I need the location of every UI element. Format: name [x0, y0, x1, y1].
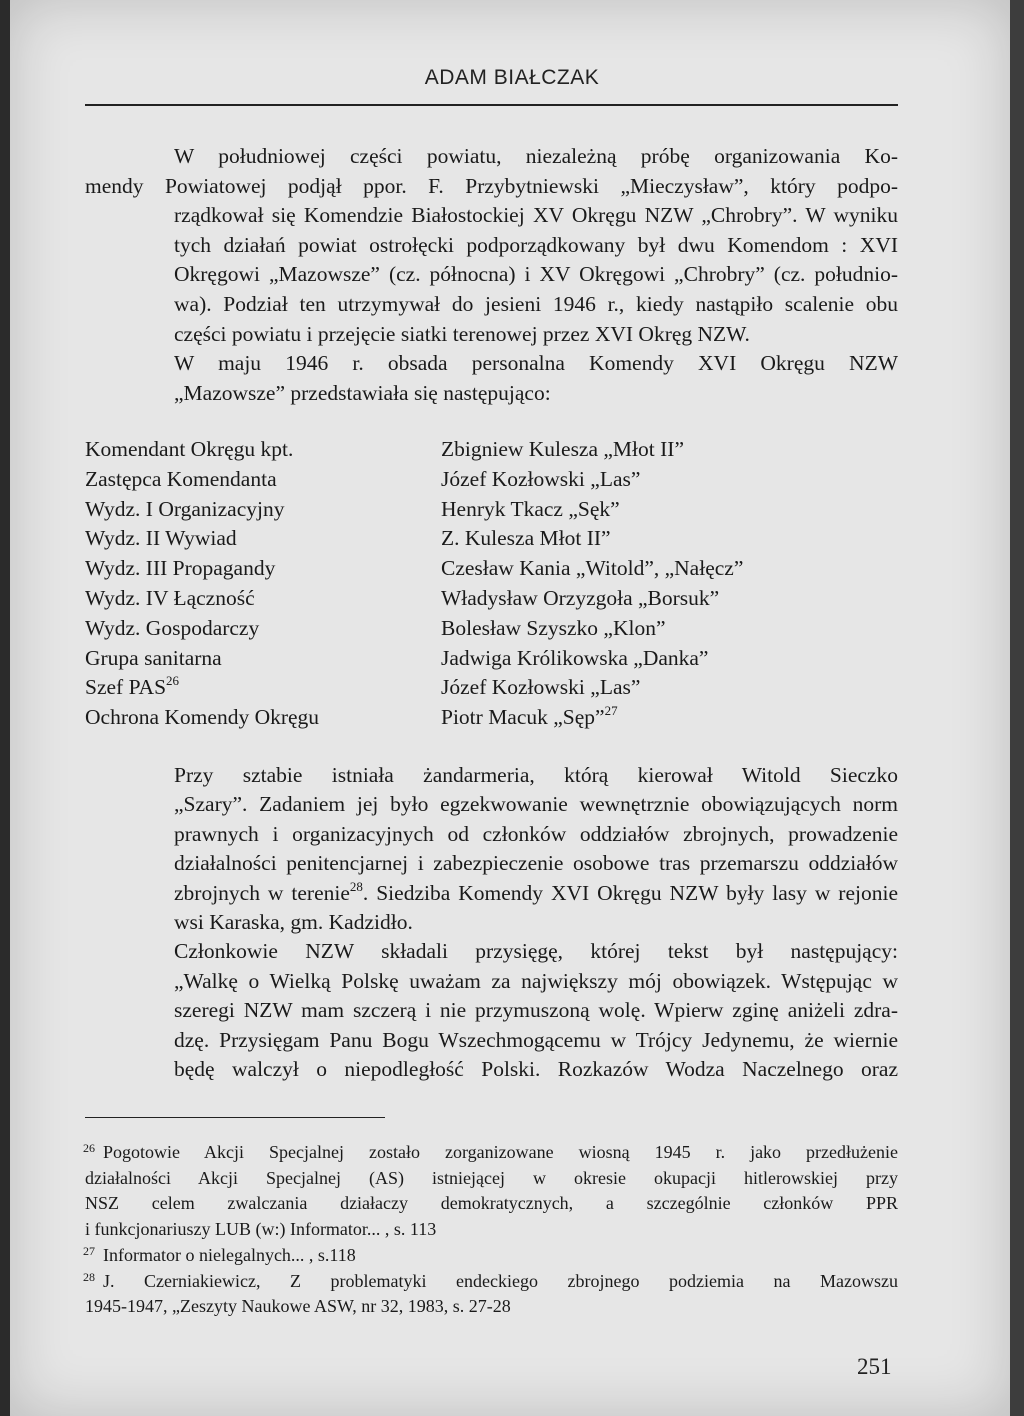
staff-row	[85, 554, 898, 584]
footnote-line: Pogotowie Akcji Specjalnej zostało zorganizowane wiosną 1945 r. jako przedłużenie	[103, 1142, 898, 1162]
staff-name: Henryk Tkacz „Sęk”	[441, 496, 620, 521]
staff-name: Bolesław Szyszko „Klon”	[441, 615, 666, 640]
footnote-line: działalności Akcji Specjalnej (AS) istniejącej w okresie okupacji hitlerowskiej przy	[85, 1167, 898, 1188]
footnote-line: Informator o nielegalnych... , s.118	[103, 1244, 356, 1265]
footnote-number: 26	[83, 1141, 95, 1155]
text-line	[85, 879, 898, 908]
footnote-line: J. Czerniakiewicz, Z problematyki endeckiego zbrojnego podziemia na Mazowszu	[103, 1270, 898, 1291]
staff-name: Zbigniew Kulesza „Młot II”	[441, 437, 684, 461]
staff-name: Jadwiga Królikowska „Danka”	[441, 645, 709, 670]
running-header: ADAM BIAŁCZAK	[424, 66, 600, 89]
staff-role-text: Szef PAS	[85, 675, 167, 700]
staff-row	[85, 435, 898, 465]
staff-role: Wydz. III Propagandy	[85, 556, 276, 581]
text-line: tych działań powiat ostrołęcki podporządkowany był dwu Komendom : XVI	[174, 232, 898, 257]
staff-row	[85, 524, 898, 554]
staff-name: Czesław Kania „Witold”, „Nałęcz”	[441, 556, 744, 581]
staff-role: Wydz. Gospodarczy	[85, 615, 260, 640]
body-text-top	[85, 142, 898, 408]
text-line: działalności penitencjarnej i zabezpieczenie osobowe tras przemarszu oddziałów	[174, 851, 898, 876]
staff-role: Ochrona Komendy Okręgu	[85, 705, 320, 730]
footnote-ref: 27	[604, 703, 618, 719]
footnote-line: NSZ celem zwalczania działaczy demokratycznych, a szczególnie członków PPR	[85, 1193, 898, 1214]
footnote-26	[85, 1140, 898, 1243]
footnote-ref: 28	[349, 878, 363, 894]
staff-row	[85, 465, 898, 495]
footnotes	[85, 1140, 898, 1320]
header-rule	[85, 104, 898, 106]
text-line: W południowej części powiatu, niezależną próbę organizowania Ko-	[174, 144, 898, 168]
staff-role: Wydz. IV Łączność	[85, 585, 255, 610]
footnote-ref: 26	[166, 673, 180, 689]
scan-edge-right	[1010, 0, 1024, 1416]
staff-row	[85, 614, 898, 644]
staff-role: Grupa sanitarna	[85, 645, 222, 670]
text-line: Przy sztabie istniała żandarmeria, którą kierował Witold Sieczko	[174, 763, 898, 787]
text-line: mendy Powiatowej podjął ppor. F. Przybytniewski „Mieczysław”, który podpo-	[85, 173, 898, 198]
body-text-bottom	[85, 761, 898, 1084]
text-line: rządkował się Komendzie Białostockiej XV Okręgu NZW „Chrobry”. W wyniku	[174, 203, 898, 228]
text-line: „Szary”. Zadaniem jej było egzekwowanie wewnętrznie obowiązujących norm	[174, 792, 898, 817]
text-segment: . Siedziba Komendy XVI Okręgu NZW były lasy w rejonie	[362, 880, 898, 905]
paragraph-1	[85, 142, 898, 349]
staff-role: Wydz. I Organizacyjny	[85, 496, 285, 521]
footnote-number: 27	[83, 1243, 95, 1258]
footnote-number: 28	[83, 1269, 95, 1284]
paragraph-2	[85, 349, 898, 408]
text-line: W maju 1946 r. obsada personalna Komendy XVI Okręgu NZW	[174, 351, 898, 376]
staff-role	[85, 673, 441, 703]
staff-name-text: Piotr Macuk „Sęp”	[441, 705, 605, 730]
staff-name	[441, 703, 618, 733]
staff-role: Zastępca Komendanta	[85, 466, 277, 491]
text-line: Członkowie NZW składali przysięgę, której tekst był następujący:	[174, 939, 898, 964]
staff-row	[85, 584, 898, 614]
text-line: Okręgowi „Mazowsze” (cz. północna) i XV Okręgowi „Chrobry” (cz. południo-	[174, 262, 898, 287]
paragraph-4	[85, 937, 898, 1084]
staff-role: Komendant Okręgu kpt.	[85, 437, 294, 461]
footnote-27	[85, 1243, 898, 1269]
text-line: „Walkę o Wielką Polskę uważam za największy mój obowiązek. Wstępując w	[174, 968, 898, 993]
scan-edge-left	[0, 0, 10, 1416]
staff-name: Z. Kulesza Młot II”	[441, 526, 611, 551]
footnote-line: 1945-1947, „Zeszyty Naukowe ASW, nr 32, 1983, s. 27-28	[85, 1296, 511, 1317]
text-line: wsi Karaska, gm. Kadzidło.	[174, 910, 413, 935]
page-number: 251	[857, 1354, 892, 1379]
text-line: dzę. Przysięgam Panu Bogu Wszechmogącemu w Trójcy Jedynemu, że wiernie	[174, 1027, 898, 1052]
staff-row	[85, 703, 898, 733]
staff-row	[85, 495, 898, 525]
text-line: „Mazowsze” przedstawiała się następująco:	[174, 380, 551, 405]
text-line: będę walczył o niepodległość Polski. Rozkazów Wodza Naczelnego oraz	[174, 1057, 898, 1082]
staff-name: Józef Kozłowski „Las”	[441, 675, 641, 700]
text-line: prawnych i organizacyjnych od członków oddziałów zbrojnych, prowadzenie	[174, 821, 898, 846]
staff-list	[85, 435, 898, 733]
text-segment: zbrojnych w terenie	[174, 880, 350, 905]
text-line: części powiatu i przejęcie siatki terenowej przez XVI Okręg NZW.	[174, 321, 750, 346]
staff-row	[85, 644, 898, 674]
staff-row	[85, 673, 898, 703]
staff-name: Józef Kozłowski „Las”	[441, 466, 641, 491]
footnote-line: i funkcjonariuszy LUB (w:) Informator... , s. 113	[85, 1219, 437, 1240]
footnote-28	[85, 1269, 898, 1320]
footnote-rule	[85, 1117, 385, 1118]
text-line: szeregi NZW mam szczerą i nie przymuszoną wolę. Wpierw zginę aniżeli zdra-	[174, 998, 898, 1023]
staff-name: Władysław Orzyzgoła „Borsuk”	[441, 585, 720, 610]
staff-role: Wydz. II Wywiad	[85, 526, 237, 551]
text-line: wa). Podział ten utrzymywał do jesieni 1946 r., kiedy nastąpiło scalenie obu	[174, 291, 898, 316]
paragraph-3	[85, 761, 898, 937]
